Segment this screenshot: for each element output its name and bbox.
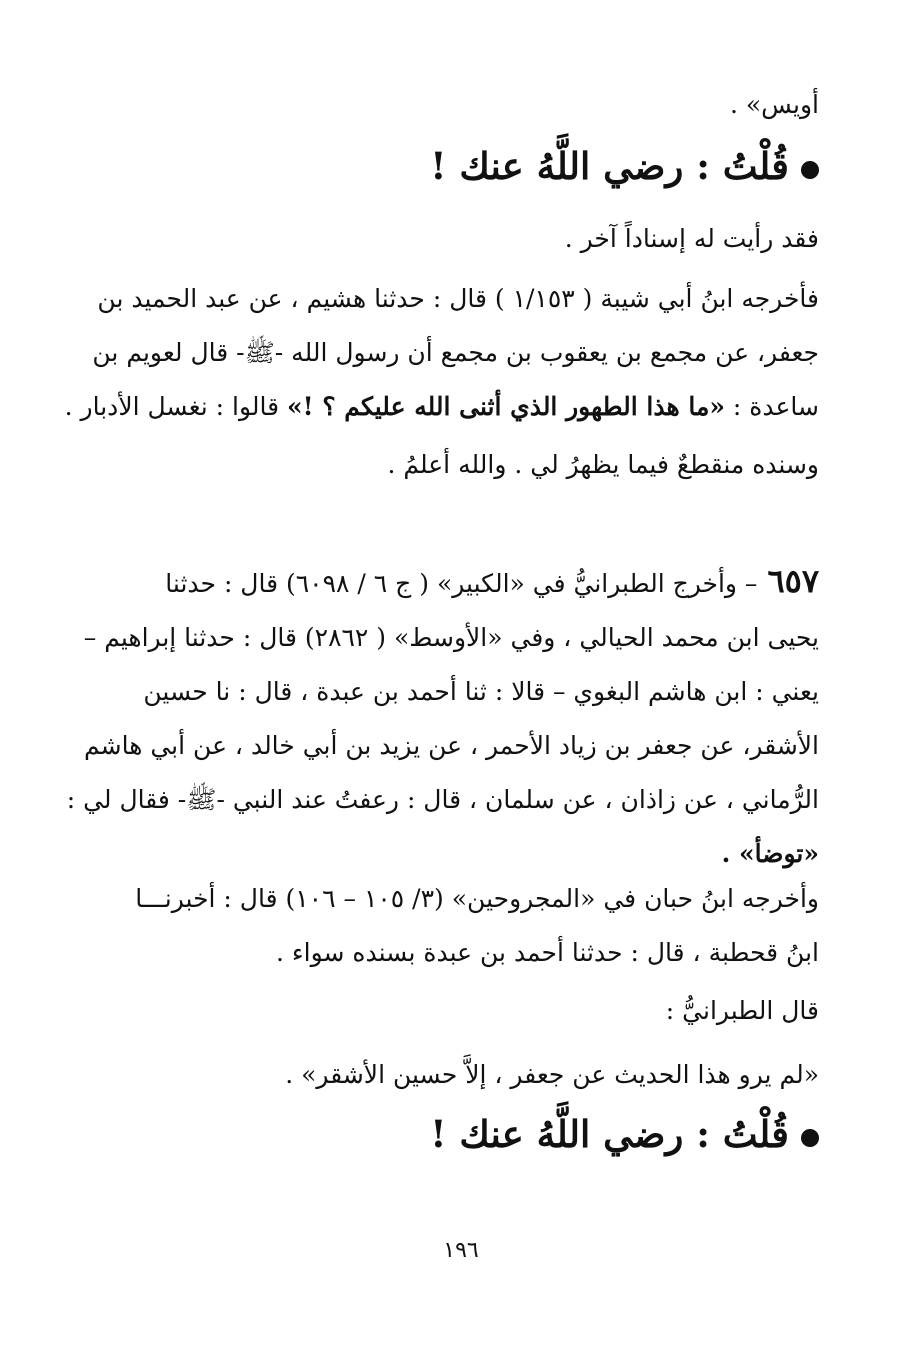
heading-qultu-2: [430, 1104, 819, 1164]
text-line-intro: [103, 78, 819, 132]
text-line: وأخرجه ابنُ حبان في «المجروحين» (٣/ ١٠٥ – ١٠٦) قال : أخبرنـــا: [135, 884, 819, 913]
page-number: ١٩٦: [443, 1238, 479, 1263]
paragraph-ibn-abi-shaybah: [64, 272, 819, 434]
text-line: يعني : ابن هاشم البغوي – قالا : ثنا أحمد بن عبدة ، قال : نا حسين: [143, 677, 819, 706]
text-line: جعفر، عن مجمع بن يعقوب بن مجمع أن رسول الله -ﷺ- قال لعويم بن: [92, 338, 819, 367]
text-line: ابنُ قحطبة ، قال : حدثنا أحمد بن عبدة بسنده سواء .: [276, 938, 819, 967]
hadith-number: ٦٥٧: [767, 562, 819, 600]
text-line: فقد رأيت له إسناداً آخر .: [564, 224, 819, 253]
text-line: [103, 554, 819, 611]
hadith-quote: «ما هذا الطهور الذي أثنى الله عليكم ؟ !»: [287, 392, 725, 421]
heading-text: قُلْتُ : رضي اللَّهُ عنك !: [430, 144, 789, 188]
bullet-icon: [801, 1129, 819, 1147]
paragraph-another-isnad: [103, 212, 819, 266]
text-span: قالوا : نغسل الأدبار .: [64, 392, 288, 421]
heading-qultu-1: [430, 136, 819, 196]
bullet-icon: [801, 161, 819, 179]
text-line: قال الطبرانيُّ :: [665, 996, 819, 1025]
paragraph-isnad-munqati: [103, 438, 819, 492]
text-line: يحيى ابن محمد الحيالي ، وفي «الأوسط» ( ٢٨٦٢) قال : حدثنا إبراهيم –: [83, 623, 819, 652]
text-line: فأخرجه ابنُ أبي شيبة ( ١/١٥٣ ) قال : حدثنا هشيم ، عن عبد الحميد بن: [97, 284, 819, 313]
text-span: ساعدة :: [724, 392, 819, 421]
hadith-657: [66, 554, 819, 881]
text-line: الأشقر، عن جعفر بن زياد الأحمر ، عن يزيد بن أبي خالد ، عن أبي هاشم: [84, 731, 819, 760]
text-line: أويس» .: [729, 90, 819, 119]
text-line: وسنده منقطعٌ فيما يظهرُ لي . والله أعلمُ .: [387, 450, 819, 479]
text-line: [64, 380, 819, 434]
heading-text: قُلْتُ : رضي اللَّهُ عنك !: [430, 1112, 789, 1156]
hadith-quote: «توضأ» .: [721, 839, 819, 868]
paragraph-tabarani-said: [103, 984, 819, 1038]
text-span: – وأخرج الطبرانيُّ في «الكبير» ( ج ٦ / ٦٠٩٨) قال : حدثنا: [165, 569, 758, 598]
paragraph-tabarani-quote: [103, 1048, 819, 1102]
text-line: الرُّماني ، عن زاذان ، عن سلمان ، قال : رعفتُ عند النبي -ﷺ- فقال لي :: [66, 785, 819, 814]
text-line: «لم يرو هذا الحديث عن جعفر ، إلاَّ حسين الأشقر» .: [285, 1060, 819, 1089]
paragraph-ibn-hibban: [103, 872, 819, 980]
